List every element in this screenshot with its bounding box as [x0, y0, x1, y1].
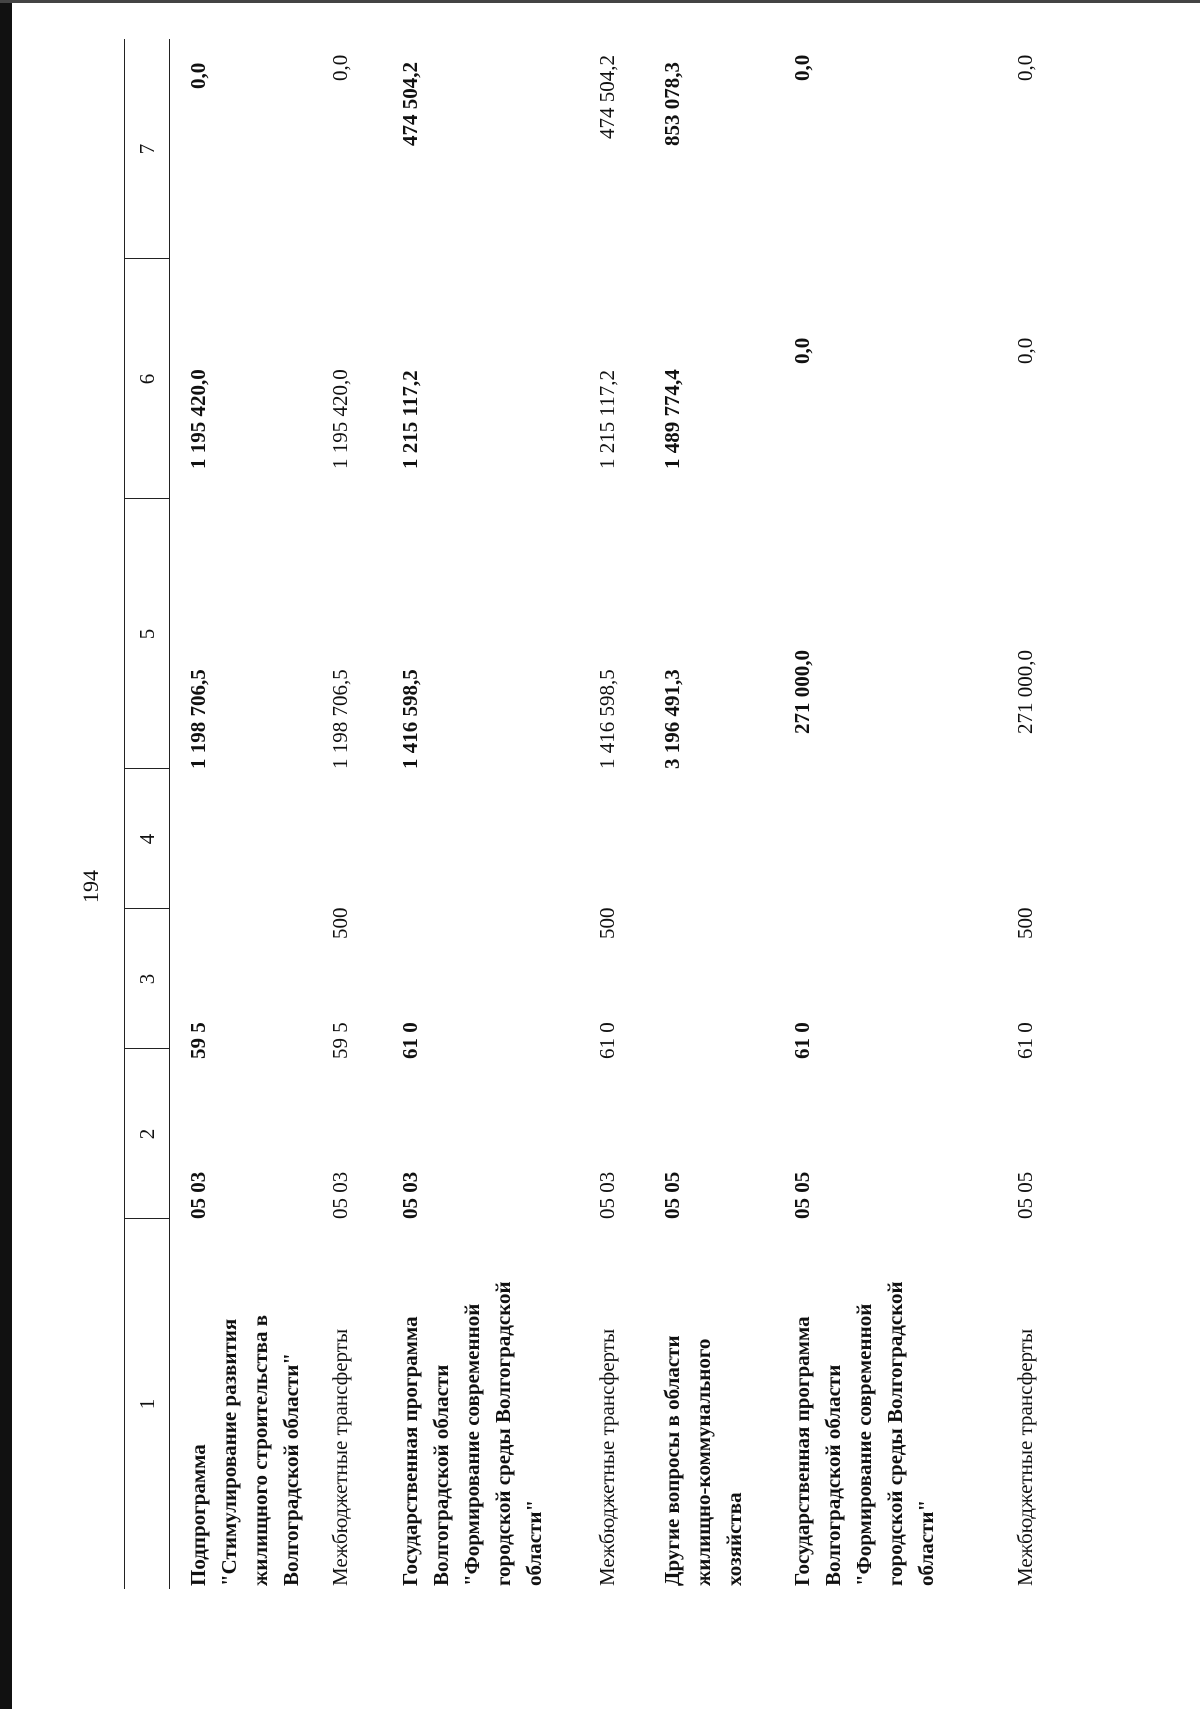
row-value-col7: 0,0: [790, 54, 814, 81]
row-program-code: 61 0: [398, 1022, 422, 1059]
row-value-col5: 271 000,0: [1013, 650, 1037, 734]
row-value-col5: 1 416 598,5: [398, 669, 422, 769]
row-value-col6: 1 215 117,2: [398, 370, 422, 469]
row-section-code: 05 03: [186, 1171, 210, 1219]
row-value-col5: 3 196 491,3: [660, 669, 684, 769]
row-name: Государственная программа Волгоградской области "Формирование современной городской среды Волгоградской области": [398, 1281, 546, 1586]
row-value-col7: 0,0: [1013, 54, 1037, 81]
column-header-6: 6: [135, 373, 159, 385]
column-header-2: 2: [135, 1128, 159, 1140]
row-value-col7: 0,0: [186, 62, 210, 89]
row-expense-type: 500: [328, 907, 352, 939]
row-value-col6: 1 489 774,4: [660, 369, 684, 469]
row-program-code: 61 0: [1013, 1022, 1037, 1059]
column-header-3: 3: [135, 973, 159, 985]
row-value-col6: 0,0: [1013, 337, 1037, 364]
row-section-code: 05 05: [1013, 1171, 1037, 1219]
row-value-col5: 1 416 598,5: [595, 669, 619, 769]
row-value-col6: 1 195 420,0: [186, 369, 210, 469]
column-header-5: 5: [135, 628, 159, 640]
row-value-col6: 1 215 117,2: [595, 370, 619, 469]
row-program-code: 61 0: [595, 1022, 619, 1059]
row-name: Межбюджетные трансферты: [1013, 1328, 1037, 1586]
row-name: Подпрограмма "Стимулирование развития жилищного строительства в Волгоградской области": [186, 1314, 303, 1586]
row-value-col6: 1 195 420,0: [328, 369, 352, 469]
column-header-4: 4: [135, 833, 159, 845]
row-value-col7: 853 078,3: [660, 62, 684, 146]
column-header-7: 7: [135, 143, 159, 155]
row-expense-type: 500: [1013, 907, 1037, 939]
row-value-col7: 474 504,2: [595, 55, 619, 139]
table-header: [124, 39, 170, 1589]
row-section-code: 05 05: [660, 1171, 684, 1219]
row-program-code: 61 0: [790, 1022, 814, 1059]
row-name: Межбюджетные трансферты: [328, 1328, 352, 1586]
row-value-col5: 1 198 706,5: [328, 669, 352, 769]
row-program-code: 59 5: [186, 1022, 210, 1059]
column-header-1: 1: [135, 1398, 159, 1410]
row-value-col7: 474 504,2: [398, 62, 422, 146]
row-section-code: 05 03: [398, 1171, 422, 1219]
row-name: Межбюджетные трансферты: [595, 1328, 619, 1586]
row-value-col7: 0,0: [328, 54, 352, 81]
row-value-col5: 271 000,0: [790, 650, 814, 734]
row-section-code: 05 03: [328, 1171, 352, 1219]
row-expense-type: 500: [595, 907, 619, 939]
row-name: Государственная программа Волгоградской области "Формирование современной городской среды Волгоградской области": [790, 1281, 938, 1586]
page-number: 194: [78, 870, 103, 903]
row-section-code: 05 03: [595, 1171, 619, 1219]
row-program-code: 59 5: [328, 1022, 352, 1059]
row-value-col6: 0,0: [790, 337, 814, 364]
row-value-col5: 1 198 706,5: [186, 669, 210, 769]
row-name: Другие вопросы в области жилищно-коммунального хозяйства: [660, 1335, 746, 1586]
row-section-code: 05 05: [790, 1171, 814, 1219]
